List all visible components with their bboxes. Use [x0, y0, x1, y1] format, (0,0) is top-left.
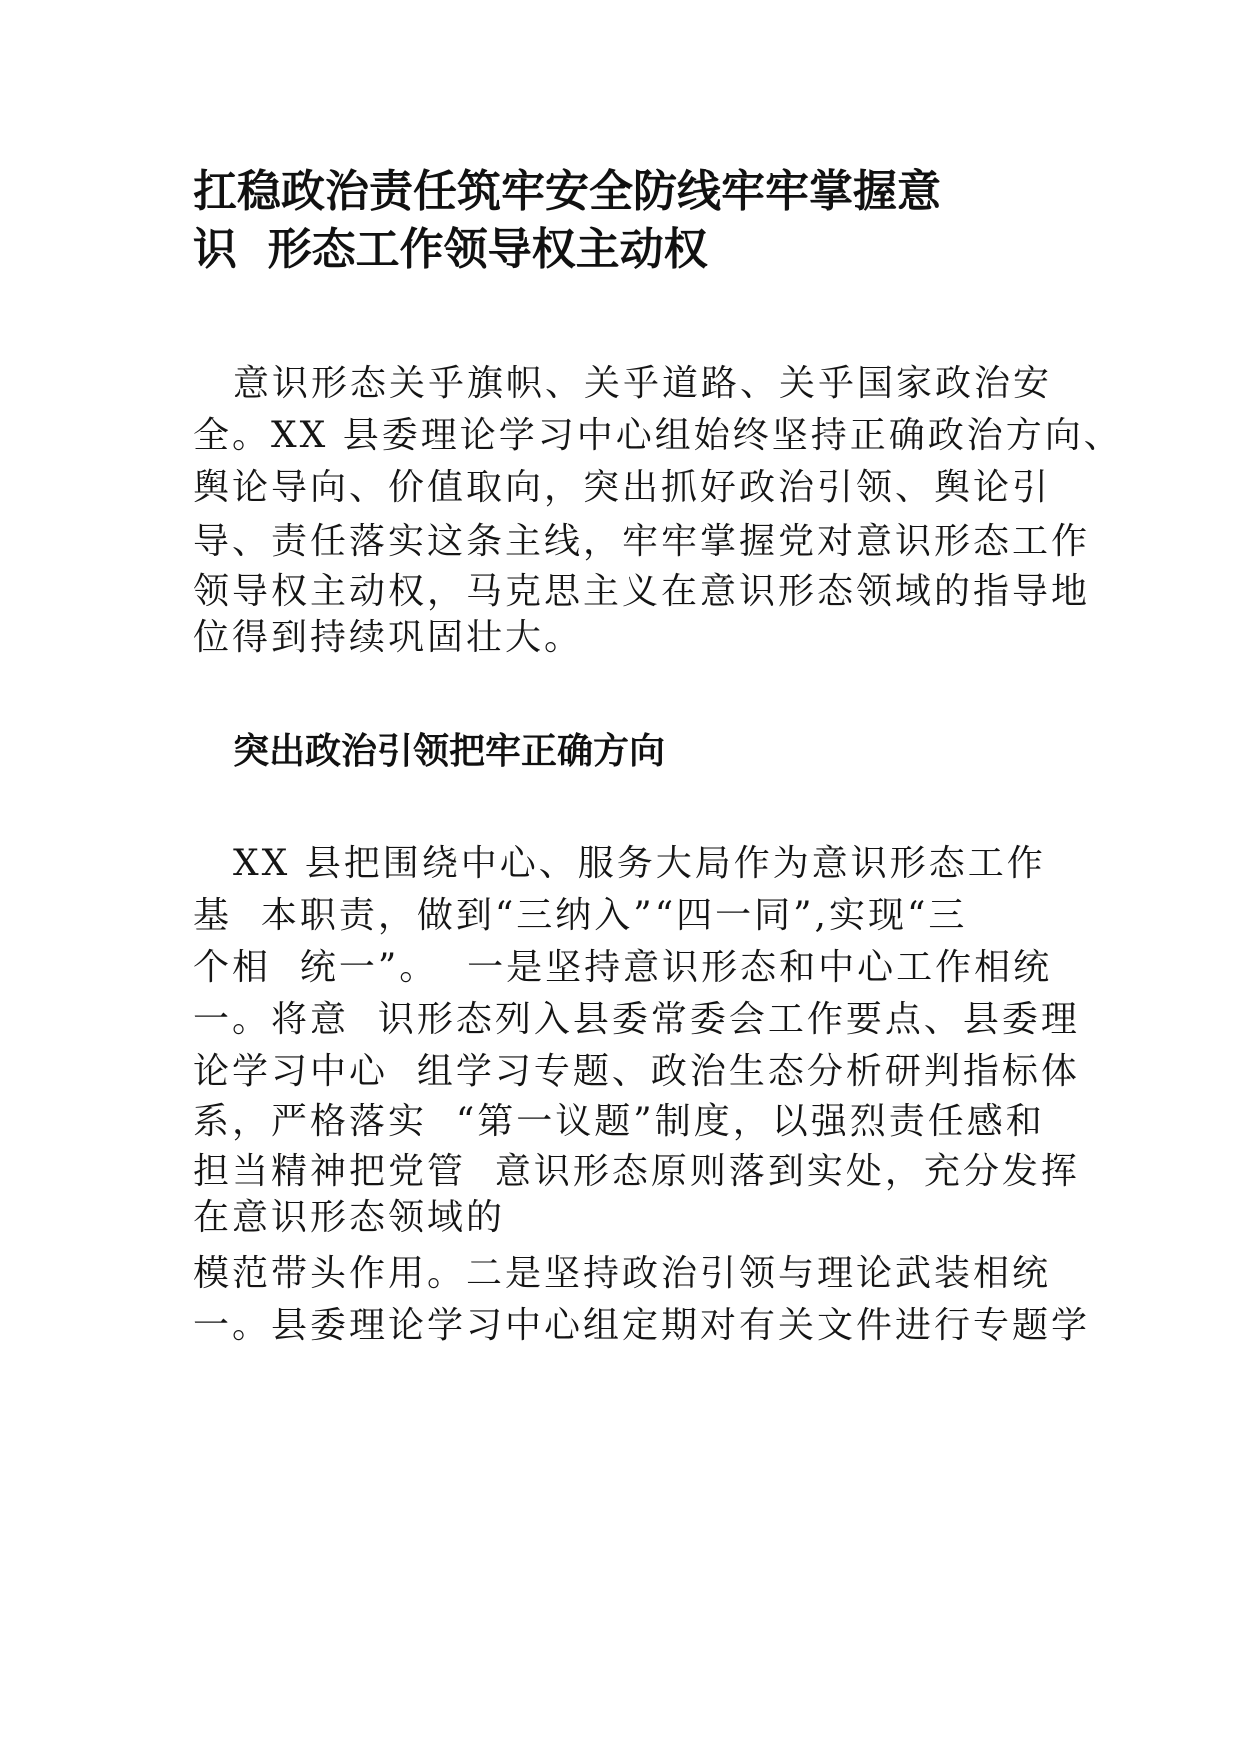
- paragraph-2-line-3: 个相 统一”。 一是坚持意识形态和中心工作相统: [193, 947, 1053, 988]
- document-title-line-1: 扛稳政治责任筑牢安全防线牢牢掌握意: [193, 166, 941, 217]
- paragraph-1-line-4: 导、责任落实这条主线，牢牢掌握党对意识形态工作: [193, 521, 1091, 562]
- paragraph-2-line-5: 论学习中心 组学习专题、政治生态分析研判指标体: [193, 1051, 1080, 1092]
- section-heading: 突出政治引领把牢正确方向: [233, 731, 666, 772]
- paragraph-2-line-6: 系，严格落实 “第一议题”制度，以强烈责任感和: [193, 1101, 1045, 1142]
- paragraph-2-line-8: 在意识形态领域的: [193, 1197, 506, 1238]
- paragraph-2-line-2: 基 本职责，做到“三纳入”“四一同”,实现“三: [193, 895, 968, 936]
- paragraph-2-line-4: 一。将意 识形态列入县委常委会工作要点、县委理: [193, 999, 1080, 1040]
- paragraph-2-line-9: 模范带头作用。二是坚持政治引领与理论武装相统: [193, 1253, 1052, 1294]
- paragraph-1-line-3: 舆论导向、价值取向，突出抓好政治引领、舆论引: [193, 467, 1052, 508]
- paragraph-2-line-10: 一。县委理论学习中心组定期对有关文件进行专题学: [193, 1305, 1091, 1346]
- document-title-line-2: 识 形态工作领导权主动权: [193, 224, 708, 275]
- paragraph-2-line-1: XX 县把围绕中心、服务大局作为意识形态工作: [233, 843, 1046, 884]
- paragraph-1-line-5: 领导权主动权，马克思主义在意识形态领域的指导地: [193, 571, 1091, 612]
- paragraph-1-line-6: 位得到持续巩固壮大。: [193, 617, 584, 658]
- paragraph-1-line-2: 全。XX 县委理论学习中心组始终坚持正确政治方向、: [193, 415, 1123, 456]
- paragraph-2-line-7: 担当精神把党管 意识形态原则落到实处，充分发挥: [193, 1151, 1080, 1192]
- paragraph-1-line-1: 意识形态关乎旗帜、关乎道路、关乎国家政治安: [233, 363, 1053, 404]
